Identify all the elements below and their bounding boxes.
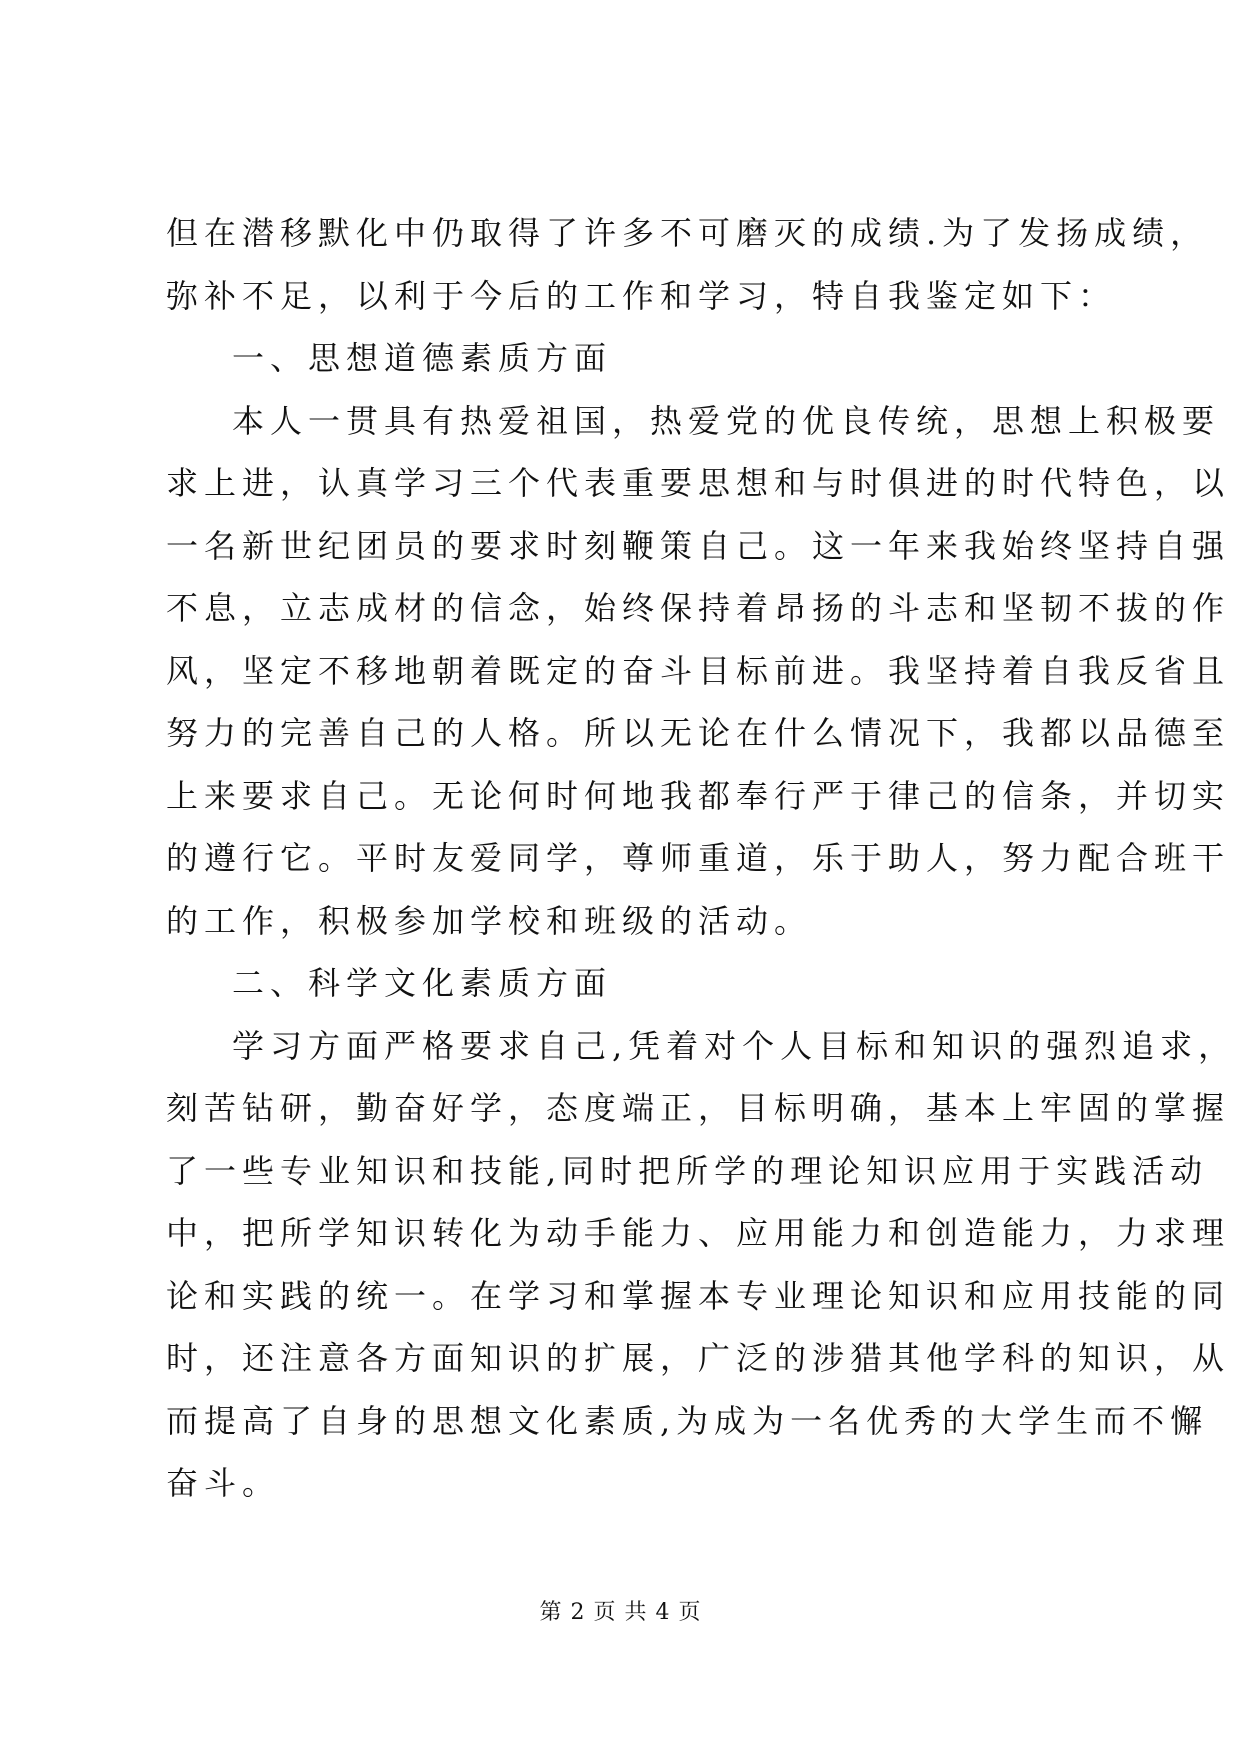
paragraph-first-line: 本人一贯具有热爱祖国，热爱党的优良传统，思想上积极要 <box>232 401 1221 440</box>
text-line: 求上进，认真学习三个代表重要思想和与时俱进的时代特色，以 <box>166 464 1231 502</box>
text-line: 风，坚定不移地朝着既定的奋斗目标前进。我坚持着自我反省且 <box>166 651 1231 690</box>
section-heading: 一、思想道德素质方面 <box>232 339 613 377</box>
document-body <box>166 202 1237 1515</box>
text-line: 奋斗。 <box>166 1464 281 1502</box>
text-line: 了一些专业知识和技能,同时把所学的理论知识应用于实践活动 <box>166 1151 1209 1190</box>
text-line: 的遵行它。平时友爱同学，尊师重道，乐于助人，努力配合班干 <box>166 839 1231 877</box>
text-line: 但在潜移默化中仍取得了许多不可磨灭的成绩.为了发扬成绩， <box>166 214 1209 252</box>
text-line: 努力的完善自己的人格。所以无论在什么情况下，我都以品德至 <box>166 714 1231 752</box>
text-line: 的工作，积极参加学校和班级的活动。 <box>166 901 813 940</box>
section-heading: 二、科学文化素质方面 <box>232 964 613 1002</box>
text-line: 不息，立志成材的信念，始终保持着昂扬的斗志和坚韧不拔的作 <box>166 589 1231 627</box>
text-line: 中，把所学知识转化为动手能力、应用能力和创造能力，力求理 <box>166 1214 1231 1252</box>
text-line: 刻苦钻研，勤奋好学，态度端正，目标明确，基本上牢固的掌握 <box>166 1089 1231 1127</box>
text-line: 弥补不足，以利于今后的工作和学习，特自我鉴定如下： <box>166 276 1117 315</box>
text-line: 时，还注意各方面知识的扩展，广泛的涉猎其他学科的知识，从 <box>166 1339 1231 1377</box>
text-line: 而提高了自身的思想文化素质,为成为一名优秀的大学生而不懈 <box>166 1401 1209 1440</box>
paragraph-first-line: 学习方面严格要求自己,凭着对个人目标和知识的强烈追求， <box>232 1026 1237 1065</box>
text-line: 一名新世纪团员的要求时刻鞭策自己。这一年来我始终坚持自强 <box>166 526 1231 565</box>
text-line: 上来要求自己。无论何时何地我都奉行严于律己的信条，并切实 <box>166 776 1231 815</box>
page-number-footer: 第 2 页 共 4 页 <box>539 1600 702 1625</box>
text-line: 论和实践的统一。在学习和掌握本专业理论知识和应用技能的同 <box>166 1276 1231 1315</box>
